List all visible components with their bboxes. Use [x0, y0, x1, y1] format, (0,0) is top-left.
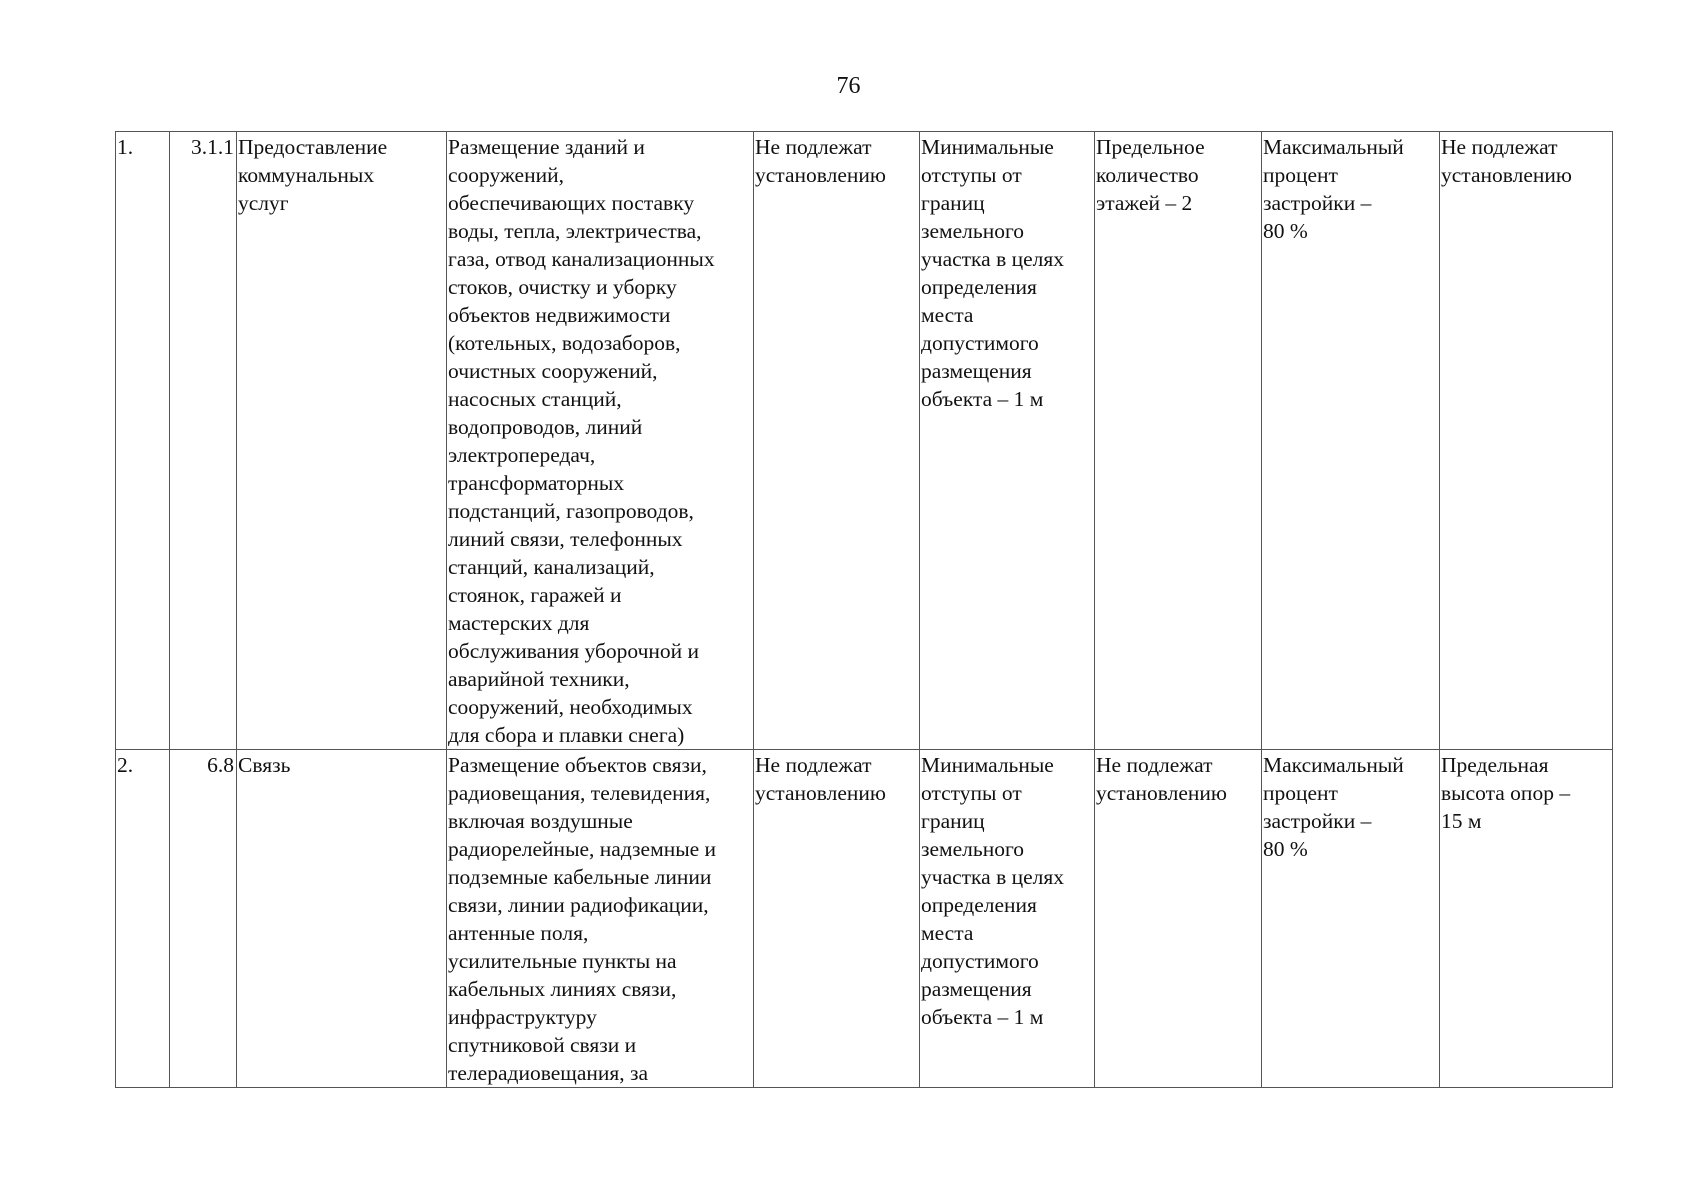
- zoning-regulations-table: [115, 131, 1613, 1088]
- other-params-cell: Не подлежат установлению: [1440, 132, 1613, 750]
- table-row: [116, 132, 1613, 750]
- page-number: 76: [836, 73, 861, 99]
- plot-size-cell: Не подлежат установлению: [754, 750, 920, 1088]
- use-description-cell: Размещение объектов связи, радиовещания, телевидения, включая воздушные радиорелейные, надземные и подземные кабельные линии связи, линии радиофикации, антенные поля, усилительные пункты на кабельных линиях связи, инфраструктуру спутниковой связи и телерадиовещания, за: [447, 750, 754, 1088]
- setbacks-cell: Минимальные отступы от границ земельного участка в целях определения места допустимого размещения объекта – 1 м: [920, 750, 1095, 1088]
- other-params-cell: Предельная высота опор – 15 м: [1440, 750, 1613, 1088]
- coverage-cell: Максимальный процент застройки – 80 %: [1262, 132, 1440, 750]
- floors-cell: Предельное количество этажей – 2: [1095, 132, 1262, 750]
- coverage-cell: Максимальный процент застройки – 80 %: [1262, 750, 1440, 1088]
- use-name-cell: Связь: [237, 750, 447, 1088]
- setbacks-cell: Минимальные отступы от границ земельного участка в целях определения места допустимого размещения объекта – 1 м: [920, 132, 1095, 750]
- use-code-cell: 3.1.1: [170, 132, 237, 750]
- use-description-cell: Размещение зданий и сооружений, обеспечивающих поставку воды, тепла, электричества, газа, отвод канализационных стоков, очистку и уборку объектов недвижимости (котельных, водозаборов, очистных сооружений, насосных станций, водопроводов, линий электропередач, трансформаторных подстанций, газопроводов, линий связи, телефонных станций, канализаций, стоянок, гаражей и мастерских для обслуживания уборочной и аварийной техники, сооружений, необходимых для сбора и плавки снега): [447, 132, 754, 750]
- floors-cell: Не подлежат установлению: [1095, 750, 1262, 1088]
- table-row: [116, 750, 1613, 1088]
- plot-size-cell: Не подлежат установлению: [754, 132, 920, 750]
- use-name-cell: Предоставление коммунальных услуг: [237, 132, 447, 750]
- row-number-cell: 2.: [116, 750, 170, 1088]
- row-number-cell: 1.: [116, 132, 170, 750]
- use-code-cell: 6.8: [170, 750, 237, 1088]
